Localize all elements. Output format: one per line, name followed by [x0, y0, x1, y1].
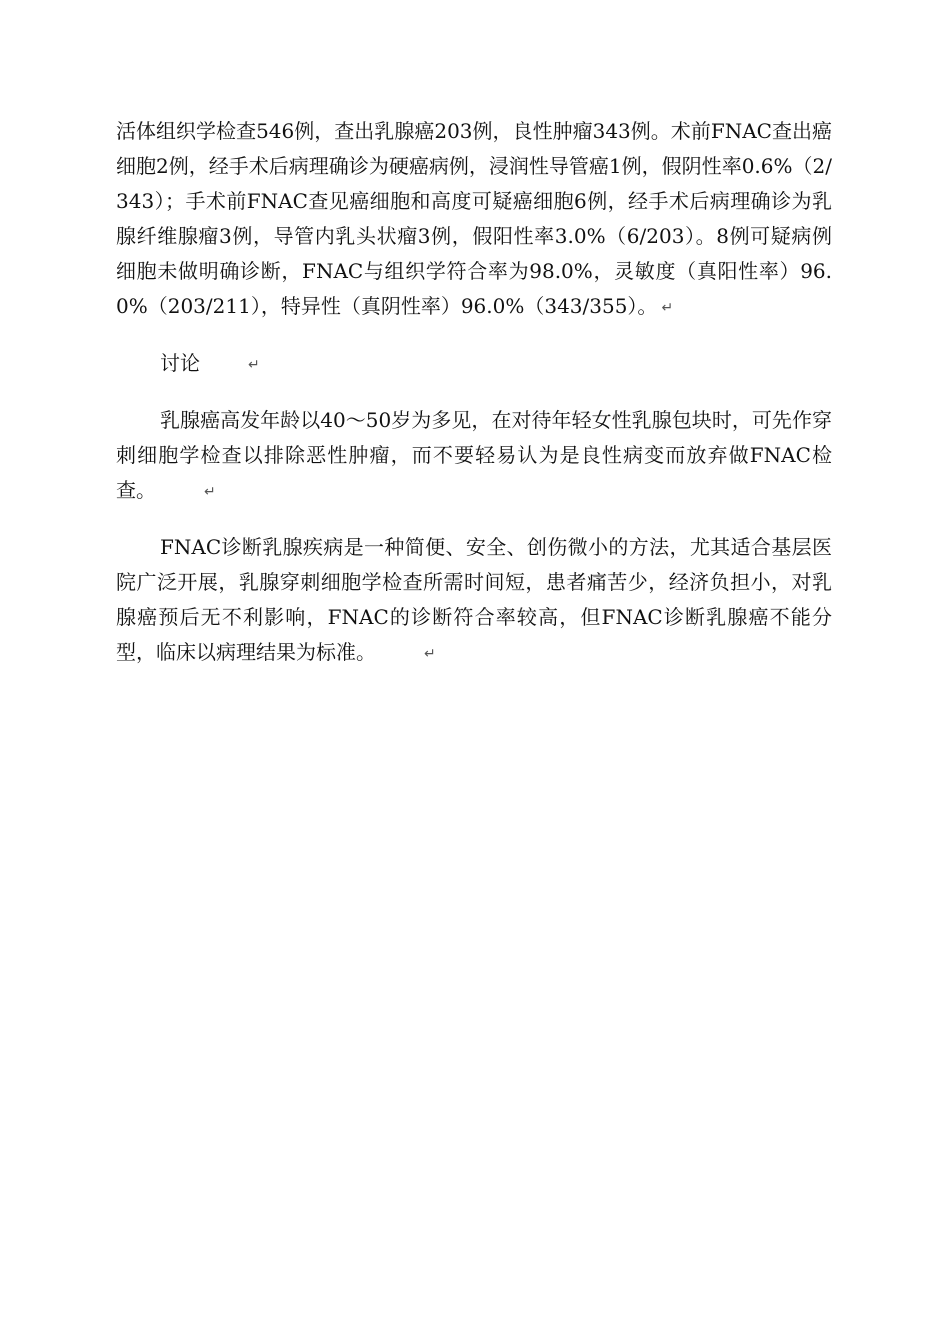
discussion-paragraph-1 — [116, 403, 832, 510]
results-paragraph — [116, 114, 832, 326]
discussion-heading-text: 讨论 — [160, 351, 200, 375]
discussion-paragraph-2 — [116, 530, 832, 672]
paragraph-mark-icon: ↵ — [204, 484, 216, 500]
discussion-paragraph-2-text: FNAC诊断乳腺疾病是一种简便、安全、创伤微小的方法，尤其适合基层医院广泛开展，乳腺穿刺细胞学检查所需时间短，患者痛苦少，经济负担小，对乳腺癌预后无不利影响，FNAC的诊断符合率较高，但FNAC诊断乳腺癌不能分型，临床以病理结果为标准。 — [116, 535, 832, 664]
paragraph-mark-icon: ↵ — [424, 646, 436, 662]
discussion-paragraph-1-text: 乳腺癌高发年龄以40～50岁为多见，在对待年轻女性乳腺包块时，可先作穿刺细胞学检查以排除恶性肿瘤，而不要轻易认为是良性病变而放弃做FNAC检查。 — [116, 408, 832, 502]
discussion-heading — [116, 346, 832, 383]
paragraph-mark-icon: ↵ — [248, 357, 260, 373]
paragraph-mark-icon: ↵ — [661, 300, 674, 316]
results-text: 活体组织学检查546例，查出乳腺癌203例，良性肿瘤343例。术前FNAC查出癌细胞2例，经手术后病理确诊为硬癌病例，浸润性导管癌1例，假阴性率0.6%（2/343）；手术前FNAC查见癌细胞和高度可疑癌细胞6例，经手术后病理确诊为乳腺纤维腺瘤3例，导管内乳头状瘤3例，假阳性率3.0%（6/203）。8例可疑病例细胞未做明确诊断，FNAC与组织学符合率为98.0%，灵敏度（真阳性率）96.0%（203/211），特异性（真阴性率）96.0%（343/355）。 — [116, 119, 832, 318]
document-body — [116, 114, 832, 672]
